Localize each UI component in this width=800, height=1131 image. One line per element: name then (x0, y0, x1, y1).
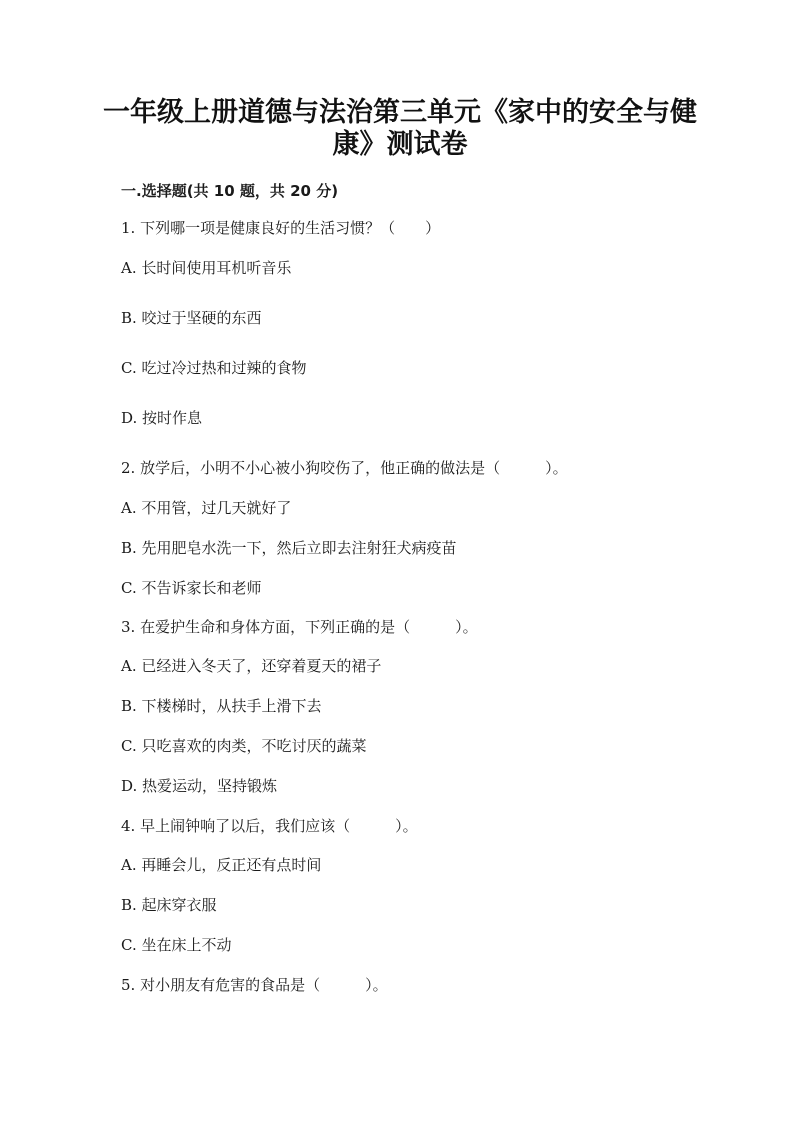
question-3-option-c: C. 只吃喜欢的肉类，不吃讨厌的蔬菜 (121, 737, 367, 755)
page-title-line-2: 康》测试卷 (332, 129, 468, 160)
question-stem-1: 1. 下列哪一项是健康良好的生活习惯？（ ） (121, 219, 441, 237)
question-1-option-a: A. 长时间使用耳机听音乐 (121, 259, 292, 277)
question-4-option-a: A. 再睡会儿，反正还有点时间 (121, 856, 322, 874)
question-stem-3: 3. 在爱护生命和身体方面，下列正确的是（ ）。 (121, 618, 478, 636)
question-1-option-c: C. 吃过冷过热和过辣的食物 (121, 359, 307, 377)
question-1-option-b: B. 咬过于坚硬的东西 (121, 309, 262, 327)
question-stem-5: 5. 对小朋友有危害的食品是（ ）。 (121, 976, 388, 994)
question-4-option-b: B. 起床穿衣服 (121, 896, 217, 914)
question-2-option-a: A. 不用管，过几天就好了 (121, 499, 292, 517)
page-title-line-1: 一年级上册道德与法治第三单元《家中的安全与健 (103, 97, 697, 128)
question-stem-4: 4. 早上闹钟响了以后，我们应该（ ）。 (121, 817, 418, 835)
question-1-option-d: D. 按时作息 (121, 409, 203, 427)
question-4-option-c: C. 坐在床上不动 (121, 936, 232, 954)
question-2-option-b: B. 先用肥皂水洗一下，然后立即去注射狂犬病疫苗 (121, 539, 457, 557)
question-3-option-a: A. 已经进入冬天了，还穿着夏天的裙子 (121, 657, 382, 675)
question-2-option-c: C. 不告诉家长和老师 (121, 579, 262, 597)
question-stem-2: 2. 放学后，小明不小心被小狗咬伤了，他正确的做法是（ ）。 (121, 459, 568, 477)
question-3-option-d: D. 热爱运动，坚持锻炼 (121, 777, 278, 795)
section-heading: 一.选择题(共 10 题，共 20 分) (121, 182, 339, 200)
question-3-option-b: B. 下楼梯时，从扶手上滑下去 (121, 697, 322, 715)
